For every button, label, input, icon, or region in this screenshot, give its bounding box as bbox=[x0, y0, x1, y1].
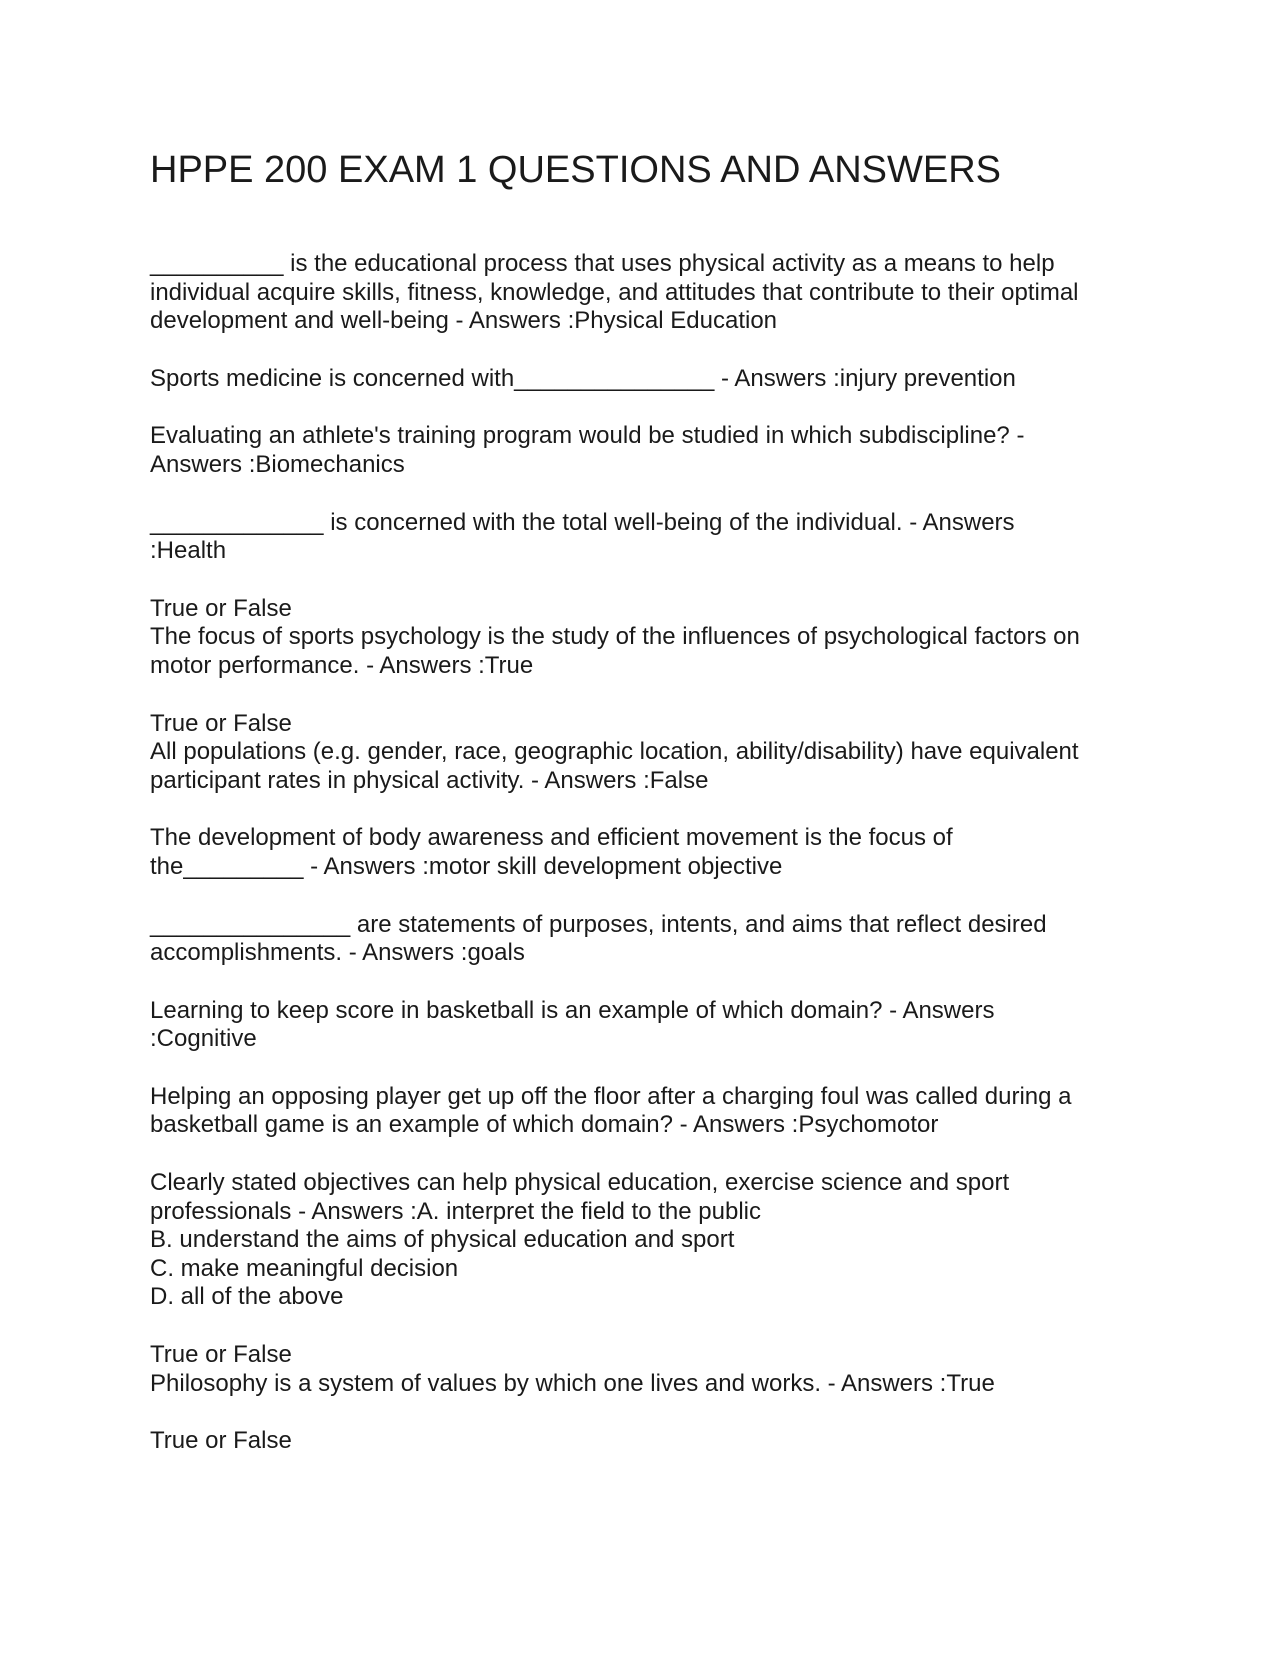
text-line: motor performance. - Answers :True bbox=[150, 651, 534, 679]
qa-block bbox=[150, 250, 1130, 336]
text-line: :Cognitive bbox=[150, 1025, 257, 1053]
qa-block bbox=[150, 997, 1130, 1054]
text-line: :Health bbox=[150, 537, 227, 565]
text-line: _______________ are statements of purposes, intents, and aims that reflect desired bbox=[150, 910, 1047, 938]
text-line: All populations (e.g. gender, race, geographic location, ability/disability) have equivalent bbox=[150, 738, 1079, 766]
qa-block bbox=[150, 365, 1130, 394]
text-line: __________ is the educational process that uses physical activity as a means to help bbox=[150, 250, 1055, 277]
qa-list bbox=[150, 250, 1130, 1485]
text-line: professionals - Answers :A. interpret the field to the public bbox=[150, 1197, 761, 1225]
qa-block bbox=[150, 911, 1130, 968]
text-line: Sports medicine is concerned with_______________ - Answers :injury prevention bbox=[150, 364, 1016, 392]
text-line: True or False bbox=[150, 709, 292, 737]
qa-block bbox=[150, 824, 1130, 881]
text-line: Clearly stated objectives can help physical education, exercise science and sport bbox=[150, 1169, 1010, 1197]
text-line: True or False bbox=[150, 1427, 292, 1455]
qa-block bbox=[150, 509, 1130, 566]
text-line: individual acquire skills, fitness, knowledge, and attitudes that contribute to their optimal bbox=[150, 278, 1079, 306]
text-line: D. all of the above bbox=[150, 1283, 344, 1311]
qa-block bbox=[150, 422, 1130, 479]
text-line: B. understand the aims of physical education and sport bbox=[150, 1226, 735, 1254]
text-line: Helping an opposing player get up off the floor after a charging foul was called during a bbox=[150, 1082, 1072, 1110]
text-line: Answers :Biomechanics bbox=[150, 450, 405, 478]
qa-block bbox=[150, 1083, 1130, 1140]
text-line: The focus of sports psychology is the study of the influences of psychological factors on bbox=[150, 623, 1080, 651]
text-line: development and well-being - Answers :Physical Education bbox=[150, 307, 778, 335]
text-line: basketball game is an example of which domain? - Answers :Psychomotor bbox=[150, 1111, 939, 1139]
qa-block bbox=[150, 1169, 1130, 1312]
text-line: accomplishments. - Answers :goals bbox=[150, 939, 525, 967]
text-line: True or False bbox=[150, 1341, 292, 1369]
text-line: Evaluating an athlete's training program would be studied in which subdiscipline? - bbox=[150, 422, 1025, 450]
text-line: participant rates in physical activity. - Answers :False bbox=[150, 766, 709, 794]
text-line: The development of body awareness and efficient movement is the focus of bbox=[150, 824, 953, 852]
text-line: Learning to keep score in basketball is an example of which domain? - Answers bbox=[150, 996, 995, 1024]
text-line: C. make meaningful decision bbox=[150, 1254, 459, 1282]
qa-block bbox=[150, 1341, 1130, 1398]
text-line: Philosophy is a system of values by which one lives and works. - Answers :True bbox=[150, 1369, 995, 1397]
document-title: HPPE 200 EXAM 1 QUESTIONS AND ANSWERS bbox=[150, 149, 1002, 191]
text-line: _____________ is concerned with the total well-being of the individual. - Answers bbox=[150, 508, 1015, 536]
qa-block bbox=[150, 595, 1130, 681]
qa-block bbox=[150, 1427, 1130, 1456]
text-line: the_________ - Answers :motor skill development objective bbox=[150, 852, 783, 880]
qa-block bbox=[150, 710, 1130, 796]
text-line: True or False bbox=[150, 594, 292, 622]
